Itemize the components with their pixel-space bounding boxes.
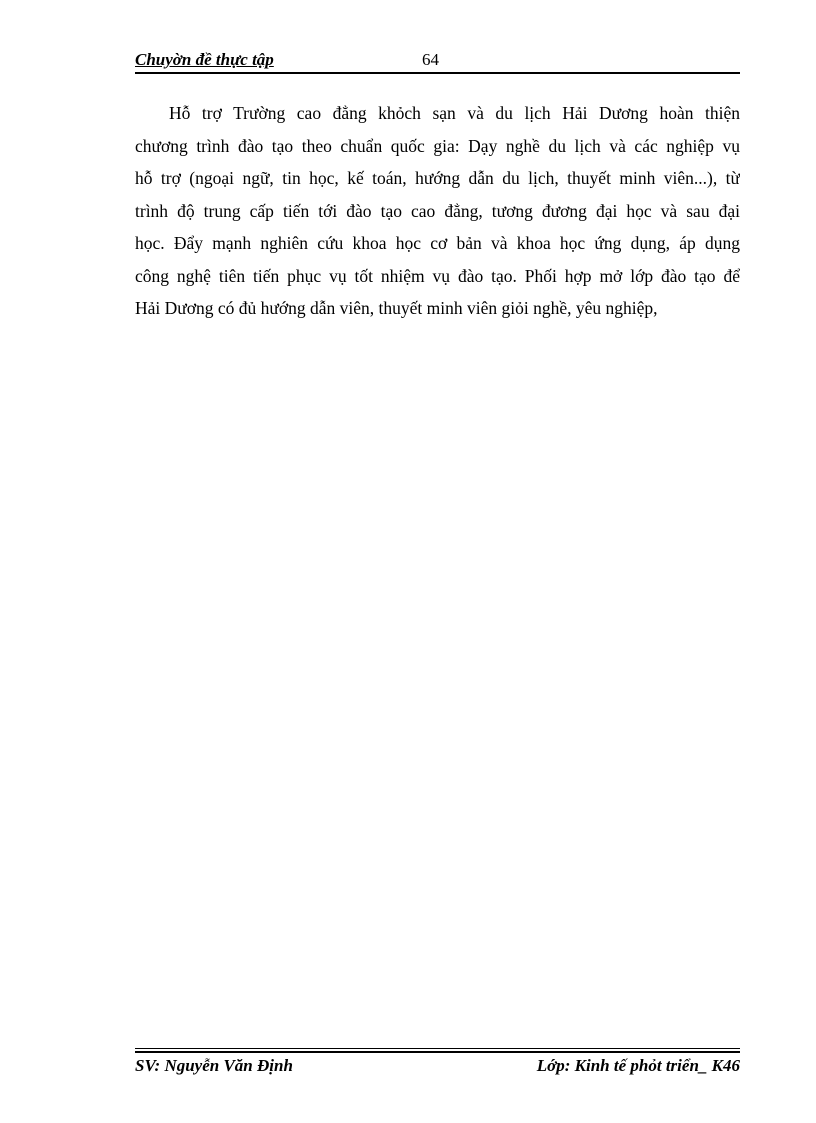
body-line: Hỗ trợ Trường cao đẳng khỏch sạn và du lịch Hải Dương hoàn thiện (169, 103, 740, 123)
body-text (135, 97, 740, 325)
footer-divider (135, 1048, 740, 1049)
body-line: hỗ trợ (ngoại ngữ, tin học, kế toán, hướng dẫn du lịch, thuyết minh viên...), từ (135, 168, 740, 188)
page-number: 64 (422, 50, 439, 69)
body-line: chương trình đào tạo theo chuẩn quốc gia: Dạy nghề du lịch và các nghiệp vụ (135, 135, 740, 156)
body-line: trình độ trung cấp tiến tới đào tạo cao đẳng, tương đương đại học và sau đại (135, 200, 740, 221)
body-line: công nghệ tiên tiến phục vụ tốt nhiệm vụ đào tạo. Phối hợp mở lớp đào tạo để (135, 265, 740, 286)
footer-class-name: Lớp: Kinh tế phỏt triển_ K46 (536, 1056, 740, 1075)
page-header (135, 48, 740, 74)
footer-student-name: SV: Nguyễn Văn Định (135, 1056, 293, 1075)
header-title: Chuyờn đề thực tập (135, 50, 274, 69)
body-line: Hải Dương có đủ hướng dẫn viên, thuyết minh viên giỏi nghề, yêu nghiệp, (135, 298, 658, 318)
body-line: học. Đẩy mạnh nghiên cứu khoa học cơ bản và khoa học ứng dụng, áp dụng (135, 233, 740, 253)
footer-divider (135, 1051, 740, 1053)
